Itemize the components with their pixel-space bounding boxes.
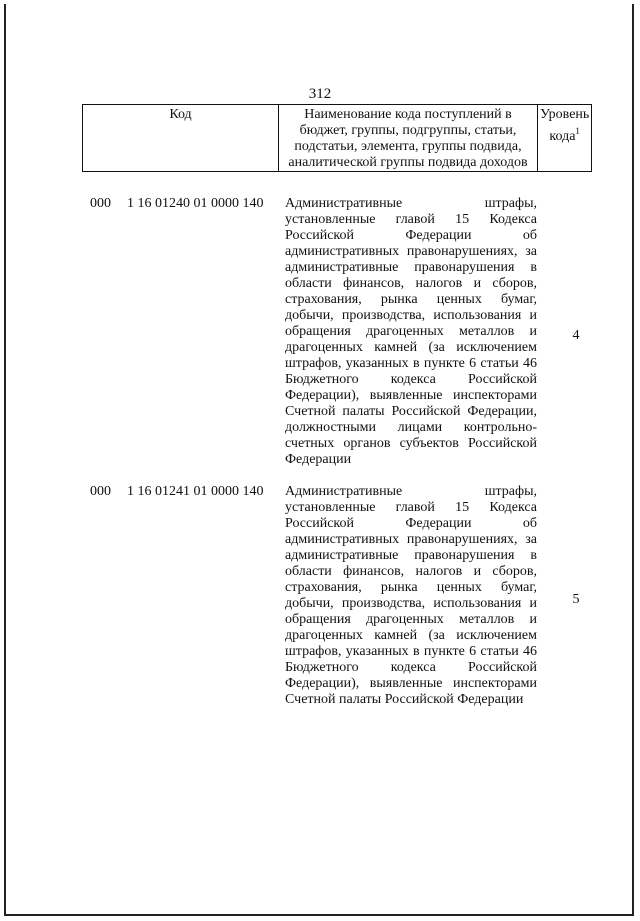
description-line: административных правонарушениях, за [285, 244, 537, 259]
revenue-code: 1 16 01240 01 0000 140 [127, 196, 264, 211]
page-number: 312 [308, 86, 332, 102]
description-line: обращения драгоценных металлов и [285, 324, 537, 339]
description-line: Бюджетного кодекса Российской [285, 372, 537, 387]
description-line: страхования, рынка ценных бумаг, [285, 292, 537, 307]
description-line: штрафов, указанных в пункте 6 статьи 46 [285, 644, 537, 659]
table-header [82, 104, 592, 172]
description-line: драгоценных камней (за исключением [285, 340, 537, 355]
admin-code: 000 [90, 196, 111, 211]
code-level: 4 [572, 328, 580, 343]
revenue-code: 1 16 01241 01 0000 140 [127, 484, 264, 499]
revenue-description [285, 196, 537, 468]
header-level [538, 105, 592, 172]
description-line: установленные главой 15 Кодекса [285, 212, 537, 227]
header-level-label: Уровень кода [540, 107, 590, 144]
description-line: счетных органов субъектов Российской [285, 436, 537, 451]
description-line: Федерации), выявленные инспекторами [285, 676, 537, 691]
description-line: обращения драгоценных металлов и [285, 612, 537, 627]
description-line: штрафов, указанных в пункте 6 статьи 46 [285, 356, 537, 371]
description-line: страхования, рынка ценных бумаг, [285, 580, 537, 595]
description-line: административные правонарушения в [285, 260, 537, 275]
description-line: драгоценных камней (за исключением [285, 628, 537, 643]
description-line: Федерации [285, 452, 352, 467]
admin-code: 000 [90, 484, 111, 499]
code-level: 5 [572, 592, 580, 607]
description-line: Бюджетного кодекса Российской [285, 660, 537, 675]
header-level-footnote: 1 [575, 126, 580, 136]
revenue-description [285, 484, 537, 708]
description-line: административные правонарушения в [285, 548, 537, 563]
header-code: Код [83, 105, 279, 172]
description-line: добычи, производства, использования и [285, 308, 537, 323]
description-line: Административные штрафы, [285, 196, 537, 211]
header-name: Наименование кода поступлений в бюджет, группы, подгруппы, статьи, подстатьи, элемента, группы подвида, аналитической группы подвида доходов [279, 105, 538, 172]
description-line: установленные главой 15 Кодекса [285, 500, 537, 515]
description-line: Российской Федерации об [285, 516, 537, 531]
description-line: административных правонарушениях, за [285, 532, 537, 547]
description-line: Федерации), выявленные инспекторами [285, 388, 537, 403]
description-line: Российской Федерации об [285, 228, 537, 243]
description-line: области финансов, налогов и сборов, [285, 564, 537, 579]
description-line: области финансов, налогов и сборов, [285, 276, 537, 291]
description-line: Административные штрафы, [285, 484, 537, 499]
description-line: Счетной палаты Российской Федерации [285, 692, 524, 707]
description-line: добычи, производства, использования и [285, 596, 537, 611]
description-line: должностными лицами контрольно- [285, 420, 537, 435]
description-line: Счетной палаты Российской Федерации, [285, 404, 537, 419]
